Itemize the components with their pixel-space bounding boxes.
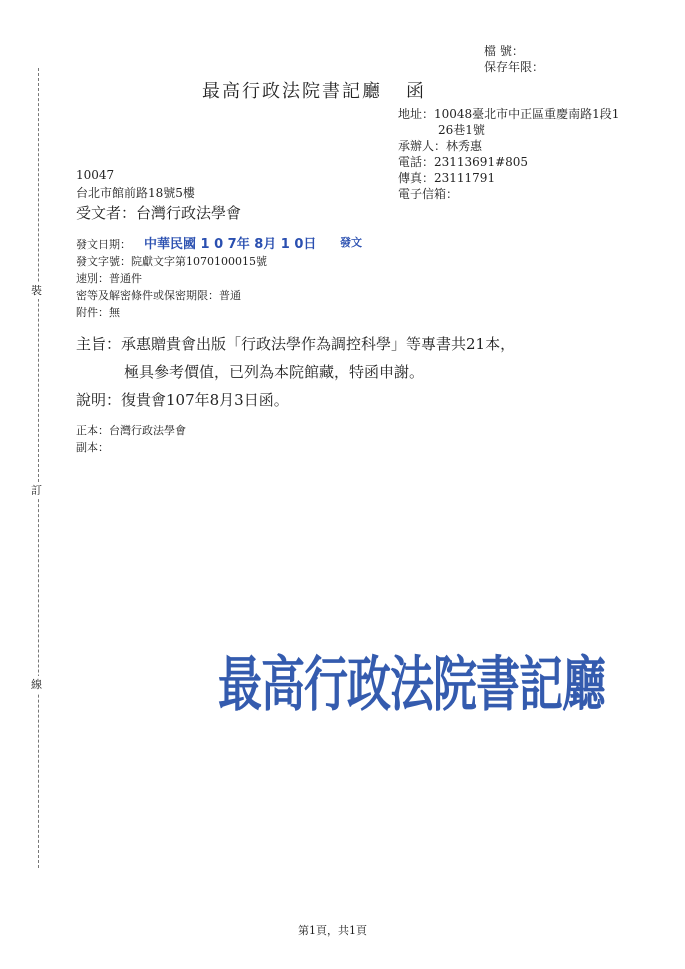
sender-fax: 傳真：23111791 [398,171,496,185]
document-title-type: 函 [406,81,426,102]
binding-mark-ding: 訂 [31,484,42,497]
dispatch-number: 發文字號：院獻文字第1070100015號 [76,255,267,268]
dispatch-date-label: 發文日期： [76,238,131,251]
binding-mark-xian: 線 [31,678,42,691]
binding-line [38,68,39,868]
copy-recipient: 副本： [76,441,109,454]
sender-email: 電子信箱： [398,187,459,201]
binding-mark-zhuang: 裝 [31,284,42,297]
explanation: 說明：復貴會107年8月3日函。 [76,391,289,409]
dispatch-date-suffix: 發文 [340,236,362,249]
subject-line2: 極具參考價值，已列為本院館藏，特函申謝。 [124,363,425,381]
recipient-address: 台北市館前路18號5樓 [76,186,195,200]
retention-label: 保存年限： [484,60,545,74]
sender-address-line1: 地址：10048臺北市中正區重慶南路1段1 [398,107,620,121]
recipient-name: 受文者：台灣行政法學會 [76,204,242,222]
page-footer: 第1頁，共1頁 [298,924,367,937]
document-title-org: 最高行政法院書記廳 [202,81,382,102]
sender-address-line2: 26巷1號 [438,123,485,137]
original-recipient: 正本：台灣行政法學會 [76,424,186,437]
dispatch-attachment: 附件：無 [76,306,120,319]
sender-phone: 電話：23113691#805 [398,155,529,169]
sender-handler: 承辦人：林秀惠 [398,139,483,153]
recipient-postal-code: 10047 [76,168,115,182]
official-seal: 最高行政法院書記廳 [218,650,605,720]
file-number-label: 檔 號： [484,44,524,58]
dispatch-date-stamp: 中華民國 1 0 7年 8月 1 0日 [144,237,317,252]
dispatch-secrecy: 密等及解密條件或保密期限：普通 [76,289,241,302]
subject-line1: 主旨：承惠贈貴會出版「行政法學作為調控科學」等專書共21本， [76,335,516,353]
dispatch-speed: 速別：普通件 [76,272,142,285]
